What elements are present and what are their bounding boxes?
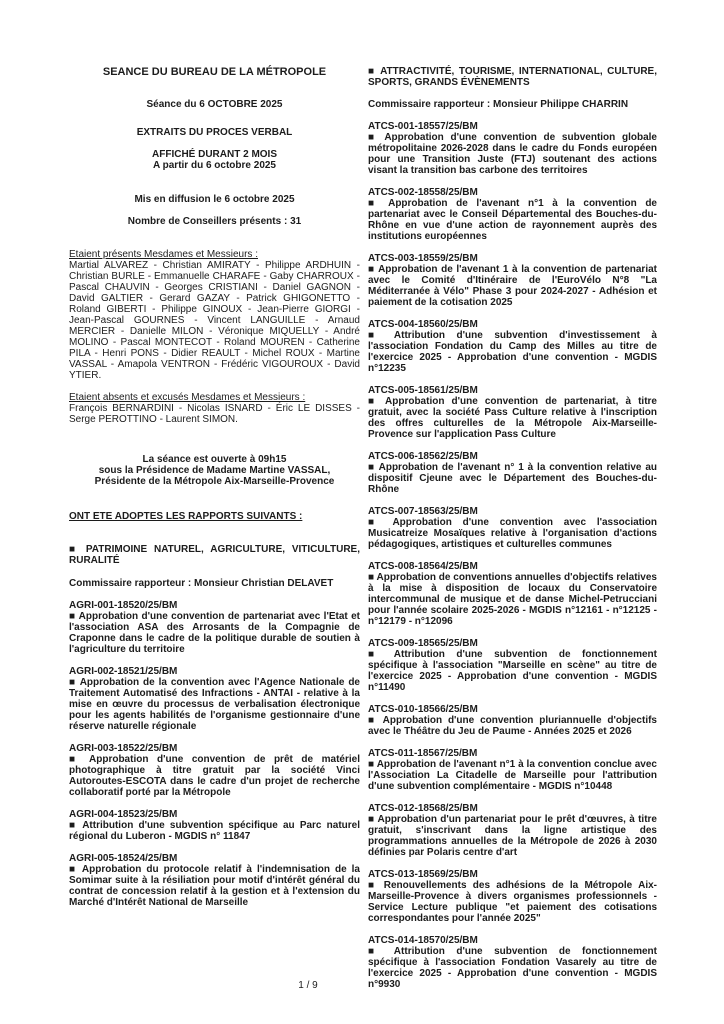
report-text: ■ Approbation de l'avenant n°1 à la convention de partenariat avec le Conseil Départemental des Bouches-du-Rhône en vue d'une action de rayonnement auprès des institutions européennes bbox=[368, 198, 657, 242]
report-text: ■ Attribution d'une subvention d'investissement à l'association Fondation du Camp des Milles au titre de l'exercice 2025 - Approbation d'une convention - MGDIS n°12235 bbox=[368, 330, 657, 374]
report-code: ATCS-004-18560/25/BM bbox=[368, 319, 478, 330]
report-code: ATCS-006-18562/25/BM bbox=[368, 451, 478, 462]
section-heading-patrimoine: ■ PATRIMOINE NATUREL, AGRICULTURE, VITICULTURE, RURALITÉ bbox=[69, 544, 360, 566]
display-duration-line1: AFFICHÉ DURANT 2 MOIS bbox=[152, 149, 277, 160]
report-text: ■ Approbation d'une convention pluriannuelle d'objectifs avec le Théâtre du Jeu de Paume - Années 2025 et 2026 bbox=[368, 715, 657, 737]
report-item bbox=[368, 121, 657, 176]
report-item bbox=[368, 385, 657, 440]
document-title: SEANCE DU BUREAU DE LA MÉTROPOLE bbox=[102, 66, 327, 78]
report-code: AGRI-003-18522/25/BM bbox=[69, 743, 178, 754]
report-item bbox=[368, 704, 657, 737]
report-text: ■ Approbation d'une convention de prêt de matériel photographique à titre gratuit par la société Vinci Autoroutes-ESCOTA dans le cadre d'un projet de recherche collaboratif porté par la Métropole bbox=[69, 754, 360, 798]
adopted-reports-heading: ONT ETE ADOPTES LES RAPPORTS SUIVANTS : bbox=[69, 511, 303, 522]
report-text: ■ Approbation d'une convention de partenariat, à titre gratuit, avec la société Pass Culture relative à l'inscription des offres culturelles de la Métropole Aix-Marseille-Provence sur l'application Pass Culture bbox=[368, 396, 657, 440]
report-text: ■ Approbation de conventions annuelles d'objectifs relatives à la mise à disposition de locaux du Conservatoire intercommunal de musique et de danse Michel-Petrucciani pour l'année scolaire 2025-2026 - MGDIS n°12161 - n°12125 - n°12179 - n°12096 bbox=[368, 572, 657, 627]
report-item bbox=[368, 638, 657, 693]
report-text: ■ Approbation de l'avenant 1 à la convention de partenariat avec le Comité d'Itinéraire de l'EuroVélo N°8 "La Méditerranée à Vélo" Phase 3 pour 2024-2027 - Adhésion et paiement de la cotisation 2025 bbox=[368, 264, 657, 308]
present-label: Etaient présents Mesdames et Messieurs : bbox=[69, 249, 258, 260]
report-code: ATCS-007-18563/25/BM bbox=[368, 506, 478, 517]
report-code: ATCS-010-18566/25/BM bbox=[368, 704, 478, 715]
report-text: ■ Approbation d'une convention de partenariat avec l'Etat et l'association ASA des Arrosants de la Compagnie de Craponne dans le cadre de la politique durable de soutien à l'agriculture du territoire bbox=[69, 611, 360, 655]
report-text: ■ Attribution d'une subvention spécifique au Parc naturel régional du Luberon - MGDIS n° 11847 bbox=[69, 820, 360, 842]
report-text: ■ Approbation de la convention avec l'Agence Nationale de Traitement Automatisé des Infractions - ANTAI - relative à la mise en œuvre du processus de verbalisation électronique pour les agents habilités de l'organisme gestionnaire d'une réserve naturelle régionale bbox=[69, 677, 360, 732]
report-item bbox=[368, 869, 657, 924]
report-text: ■ Approbation d'une convention de subvention globale métropolitaine 2026-2028 dans le cadre du Fonds européen pour une Transition Juste (FTJ) soutenant des actions visant la transition bas carbone des territoires bbox=[368, 132, 657, 176]
report-text: ■ Approbation d'un partenariat pour le prêt d'œuvres, à titre gratuit, s'inscrivant dans la ligne artistique des programmations annuelles de la Métropole de 2026 à 2030 définies par Polaris centre d'art bbox=[368, 814, 657, 858]
report-item bbox=[368, 319, 657, 374]
report-code: AGRI-002-18521/25/BM bbox=[69, 666, 178, 677]
report-code: ATCS-014-18570/25/BM bbox=[368, 935, 478, 946]
section-heading-attractivite: ■ ATTRACTIVITÉ, TOURISME, INTERNATIONAL, CULTURE, SPORTS, GRANDS ÉVÈNEMENTS bbox=[368, 66, 657, 88]
present-names: Martial ALVAREZ - Christian AMIRATY - Philippe ARDHUIN - Christian BURLE - Emmanuelle CHARAFE - Gaby CHARROUX - Pascal CHAUVIN - Georges CRISTIANI - Daniel GAGNON - David GALTIER - Gerard GAZAY - Patrick GHIGONETTO - Roland GIBERTI - Philippe GINOUX - Jean-Pierre GIORGI - Jean-Pascal GOURNES - Vincent LANGUILLE - Arnaud MERCIER - Danielle MILON - Véronique MIQUELLY - André MOLINO - Pascal MONTECOT - Roland MOUREN - Catherine PILA - Henri PONS - Didier REAULT - Michel ROUX - Martine VASSAL - Amapola VENTRON - Frédéric VIGOUROUX - David YTIER. bbox=[69, 260, 360, 381]
report-item bbox=[368, 748, 657, 792]
report-code: ATCS-001-18557/25/BM bbox=[368, 121, 478, 132]
report-item bbox=[368, 803, 657, 858]
report-text: ■ Attribution d'une subvention de fonctionnement spécifique à l'association "Marseille en scène" au titre de l'exercice 2025 - Approbation d'une convention - MGDIS n°11490 bbox=[368, 649, 657, 693]
report-item bbox=[368, 187, 657, 242]
report-text: ■ Approbation d'une convention avec l'association Musicatreize Mosaïques relative à l'organisation d'actions pédagogiques, artistiques et culturelles communes bbox=[368, 517, 657, 550]
report-code: ATCS-008-18564/25/BM bbox=[368, 561, 478, 572]
report-item bbox=[69, 600, 360, 655]
page-number: 1 / 9 bbox=[298, 980, 318, 991]
president-title-line: Présidente de la Métropole Aix-Marseille-Provence bbox=[94, 476, 335, 487]
session-date: Séance du 6 OCTOBRE 2025 bbox=[146, 99, 283, 110]
report-code: ATCS-011-18567/25/BM bbox=[368, 748, 478, 759]
report-code: ATCS-013-18569/25/BM bbox=[368, 869, 478, 880]
report-item bbox=[368, 253, 657, 308]
report-item bbox=[368, 561, 657, 627]
report-item bbox=[69, 743, 360, 798]
left-column bbox=[69, 66, 360, 908]
report-item bbox=[69, 666, 360, 732]
report-item bbox=[69, 809, 360, 842]
report-item bbox=[368, 935, 657, 990]
agri-report-list bbox=[69, 600, 360, 908]
rapporteur-delavet: Commissaire rapporteur : Monsieur Christian DELAVET bbox=[69, 578, 334, 589]
counselors-count: Nombre de Conseillers présents : 31 bbox=[127, 216, 302, 227]
report-text: ■ Approbation de l'avenant n°1 à la convention conclue avec l'Association La Citadelle de Marseille pour l'attribution d'une subvention complémentaire - MGDIS n°10448 bbox=[368, 759, 657, 792]
report-code: AGRI-005-18524/25/BM bbox=[69, 853, 178, 864]
opening-time-line: La séance est ouverte à 09h15 bbox=[142, 454, 287, 465]
report-text: ■ Approbation de l'avenant n° 1 à la convention relative au dispositif Cjeune avec le Département des Bouches-du-Rhône bbox=[368, 462, 657, 495]
right-column bbox=[368, 66, 657, 990]
presidency-line: sous la Présidence de Madame Martine VASSAL, bbox=[98, 465, 331, 476]
rapporteur-charrin: Commissaire rapporteur : Monsieur Philippe CHARRIN bbox=[368, 99, 629, 110]
report-code: ATCS-003-18559/25/BM bbox=[368, 253, 478, 264]
report-item bbox=[368, 506, 657, 550]
atcs-report-list bbox=[368, 121, 657, 990]
report-code: AGRI-004-18523/25/BM bbox=[69, 809, 178, 820]
extracts-label: EXTRAITS DU PROCES VERBAL bbox=[136, 127, 293, 138]
absent-names: François BERNARDINI - Nicolas ISNARD - Éric LE DISSES - Serge PEROTTINO - Laurent SIMON. bbox=[69, 403, 360, 425]
display-duration-line2: A partir du 6 octobre 2025 bbox=[153, 160, 276, 171]
report-text: ■ Approbation du protocole relatif à l'indemnisation de la Somimar suite à la résiliation pour motif d'intérêt général du contrat de concession relatif à la gestion et à l'extension du Marché d'Intérêt National de Marseille bbox=[69, 864, 360, 908]
report-code: AGRI-001-18520/25/BM bbox=[69, 600, 178, 611]
report-text: ■ Renouvellements des adhésions de la Métropole Aix-Marseille-Provence à divers organismes professionnels - Service Lecture publique "et paiement des cotisations correspondantes pour l'année 2025" bbox=[368, 880, 657, 924]
report-text: ■ Attribution d'une subvention de fonctionnement spécifique à l'association Fondation Vasarely au titre de l'exercice 2025 - Approbation d'une convention - MGDIS n°9930 bbox=[368, 946, 657, 990]
report-code: ATCS-009-18565/25/BM bbox=[368, 638, 478, 649]
report-item bbox=[69, 853, 360, 908]
diffusion-date: Mis en diffusion le 6 octobre 2025 bbox=[134, 194, 295, 205]
report-item bbox=[368, 451, 657, 495]
report-code: ATCS-012-18568/25/BM bbox=[368, 803, 478, 814]
absent-label: Etaient absents et excusés Mesdames et Messieurs : bbox=[69, 392, 306, 403]
report-code: ATCS-002-18558/25/BM bbox=[368, 187, 478, 198]
report-code: ATCS-005-18561/25/BM bbox=[368, 385, 478, 396]
